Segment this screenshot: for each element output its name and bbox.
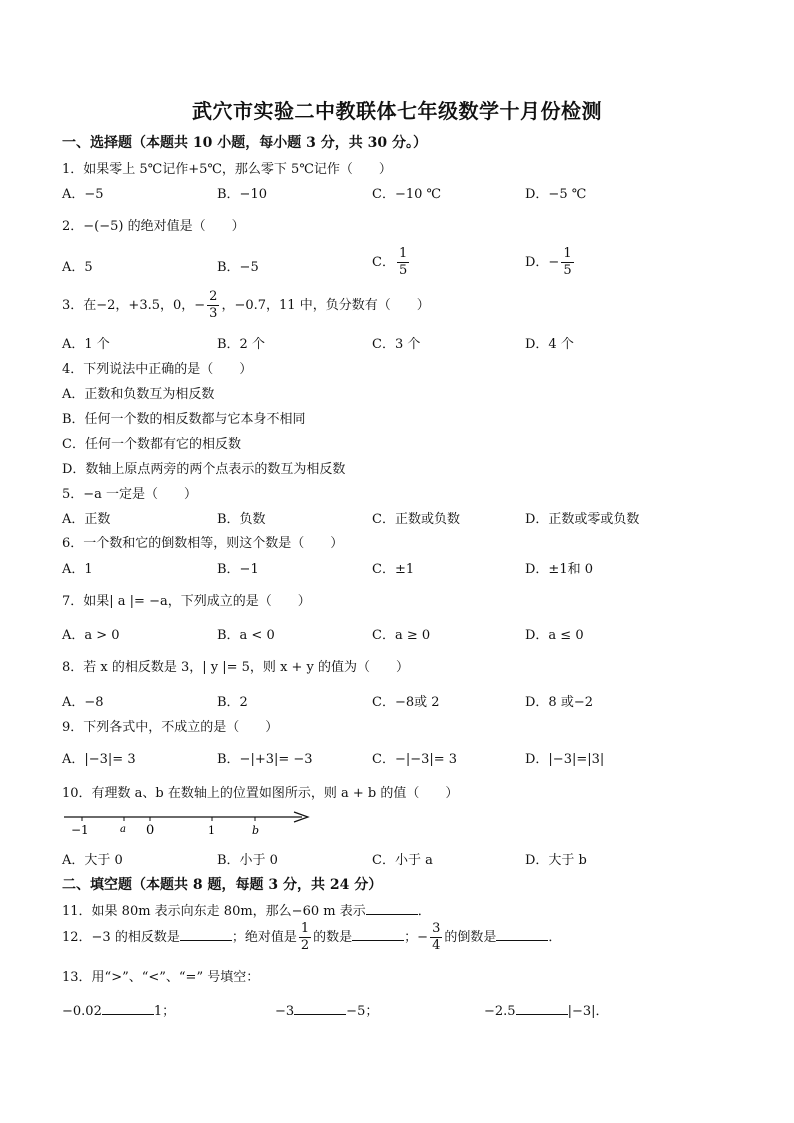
- page-title: 武穴市实验二中教联体七年级数学十月份检测: [192, 99, 602, 123]
- compare-item-1: [62, 1000, 175, 1019]
- question-4-option-d: D．数轴上原点两旁的两个点表示的数互为相反数: [62, 462, 346, 477]
- question-1-options: [62, 183, 762, 203]
- compare-right: |−3|．: [567, 1004, 609, 1019]
- fraction: [397, 246, 409, 279]
- question-13-items: [62, 1000, 762, 1020]
- option-d: [525, 246, 576, 279]
- option-b: B．2: [217, 695, 248, 710]
- fraction: [299, 921, 311, 954]
- option-a: A．5: [62, 260, 93, 275]
- option-a: A．正数: [62, 512, 111, 527]
- answer-blank[interactable]: [496, 928, 548, 941]
- label-b: b: [252, 824, 260, 836]
- question-6: 6．一个数和它的倒数相等，则这个数是（ ）: [62, 536, 344, 551]
- option-c: C．−8或 2: [372, 695, 440, 710]
- option-a: A．−8: [62, 695, 104, 710]
- option-b: B．负数: [217, 512, 266, 527]
- label-one: 1: [208, 824, 215, 836]
- fraction: [430, 921, 442, 954]
- question-4-option-c: C．任何一个数都有它的相反数: [62, 437, 241, 452]
- compare-left: −0.02: [62, 1004, 102, 1019]
- option-d: D．大于 b: [525, 853, 587, 868]
- question-12-part3: 的数是: [313, 930, 353, 945]
- option-b: B．小于 0: [217, 853, 278, 868]
- fraction-numerator: 2: [209, 289, 218, 304]
- question-10: 10．有理数 a、b 在数轴上的位置如图所示，则 a + b 的值（ ）: [62, 786, 459, 801]
- fraction-denominator: 5: [398, 263, 408, 278]
- fraction-denominator: 2: [300, 938, 310, 953]
- option-b: B．−10: [217, 187, 267, 202]
- option-c: C．−10 ℃: [372, 187, 442, 202]
- option-b: B．−|+3|= −3: [217, 752, 313, 767]
- compare-right: 1；: [153, 1004, 176, 1019]
- question-7-options: [62, 624, 762, 644]
- question-12-part2: ；绝对值是: [231, 930, 297, 945]
- answer-blank[interactable]: [102, 1002, 154, 1015]
- option-d: D．−5 ℃: [525, 187, 587, 202]
- fraction-denominator: 3: [209, 306, 218, 321]
- option-d: D．正数或零或负数: [525, 512, 640, 527]
- question-3-prefix: 3．在−2，+3.5，0，−: [62, 298, 206, 313]
- option-c: C．正数或负数: [372, 512, 460, 527]
- question-12-end: ．: [548, 930, 562, 945]
- fraction-numerator: 1: [398, 246, 408, 261]
- compare-item-3: [484, 1000, 609, 1019]
- question-2: 2．−(−5) 的绝对值是（ ）: [62, 219, 245, 234]
- question-2-options: [62, 246, 762, 286]
- compare-left: −3: [275, 1004, 295, 1019]
- option-d-label: D．−: [525, 255, 560, 270]
- question-13: 13．用“>”、“<”、“=” 号填空：: [62, 970, 260, 985]
- option-a: A．|−3|= 3: [62, 752, 136, 767]
- question-9: 9．下列各式中，不成立的是（ ）: [62, 720, 279, 735]
- label-a: a: [120, 824, 126, 835]
- question-4-option-b: B．任何一个数的相反数都与它本身不相同: [62, 412, 306, 427]
- section-heading-choice: 一、选择题（本题共 10 小题，每小题 3 分，共 30 分。）: [62, 135, 427, 151]
- fraction: [207, 289, 219, 322]
- option-d: D．4 个: [525, 337, 574, 352]
- label-minus-one: −1: [71, 823, 89, 836]
- option-a: A．1 个: [62, 337, 110, 352]
- compare-item-2: [275, 1000, 378, 1019]
- fraction-denominator: 4: [432, 938, 441, 953]
- question-4: 4．下列说法中正确的是（ ）: [62, 362, 253, 377]
- question-11-end: ．: [417, 904, 431, 919]
- option-c: C．±1: [372, 562, 415, 577]
- question-8: 8．若 x 的相反数是 3，| y |= 5，则 x + y 的值为（ ）: [62, 660, 410, 675]
- question-9-options: [62, 748, 762, 768]
- number-line-figure: [62, 806, 312, 836]
- question-7: 7．如果| a |= −a，下列成立的是（ ）: [62, 594, 311, 609]
- option-c-label: C．: [372, 255, 395, 270]
- option-a: A．1: [62, 562, 93, 577]
- question-12: [62, 921, 561, 954]
- question-1: 1．如果零上 5℃记作+5℃，那么零下 5℃记作（ ）: [62, 162, 392, 177]
- fraction-numerator: 1: [300, 921, 310, 936]
- question-11-text: 11．如果 80m 表示向东走 80m，那么−60 m 表示: [62, 904, 366, 919]
- option-c: C．−|−3|= 3: [372, 752, 458, 767]
- option-c: C．3 个: [372, 337, 421, 352]
- option-a: A．−5: [62, 187, 104, 202]
- fraction-numerator: 3: [432, 921, 441, 936]
- question-12-part1: 12．−3 的相反数是: [62, 930, 180, 945]
- option-c: C．a ≥ 0: [372, 628, 431, 643]
- answer-blank[interactable]: [294, 1002, 346, 1015]
- option-a: A．a > 0: [62, 628, 120, 643]
- fraction-denominator: 5: [563, 263, 572, 278]
- question-4-option-a: A．正数和负数互为相反数: [62, 387, 215, 402]
- option-c: C．小于 a: [372, 853, 433, 868]
- question-6-options: [62, 558, 762, 578]
- option-d: D．|−3|=|3|: [525, 752, 605, 767]
- answer-blank[interactable]: [352, 928, 404, 941]
- option-b: B．2 个: [217, 337, 265, 352]
- option-b: B．−5: [217, 260, 259, 275]
- question-3-options: [62, 333, 762, 353]
- question-3: [62, 289, 430, 322]
- answer-blank[interactable]: [180, 928, 232, 941]
- option-d: D．a ≤ 0: [525, 628, 584, 643]
- option-c: [372, 246, 411, 279]
- compare-right: −5；: [346, 1004, 379, 1019]
- compare-left: −2.5: [484, 1004, 516, 1019]
- question-5-options: [62, 508, 762, 528]
- option-d: D．±1和 0: [525, 562, 593, 577]
- question-8-options: [62, 691, 762, 711]
- option-b: B．−1: [217, 562, 259, 577]
- question-12-part4: ；−: [404, 930, 429, 945]
- label-zero: 0: [146, 823, 155, 836]
- question-11: [62, 900, 431, 919]
- fraction-numerator: 1: [563, 246, 572, 261]
- question-10-options: [62, 849, 762, 869]
- option-a: A．大于 0: [62, 853, 123, 868]
- option-d: D．8 或−2: [525, 695, 593, 710]
- option-b: B．a < 0: [217, 628, 275, 643]
- question-5: 5．−a 一定是（ ）: [62, 487, 198, 502]
- question-12-part5: 的倒数是: [444, 930, 497, 945]
- answer-blank[interactable]: [366, 902, 418, 915]
- answer-blank[interactable]: [516, 1002, 568, 1015]
- fraction: [561, 246, 573, 279]
- section-heading-fill: 二、填空题（本题共 8 题，每题 3 分，共 24 分）: [62, 877, 383, 893]
- question-3-suffix: ，−0.7，11 中，负分数有（ ）: [221, 298, 430, 313]
